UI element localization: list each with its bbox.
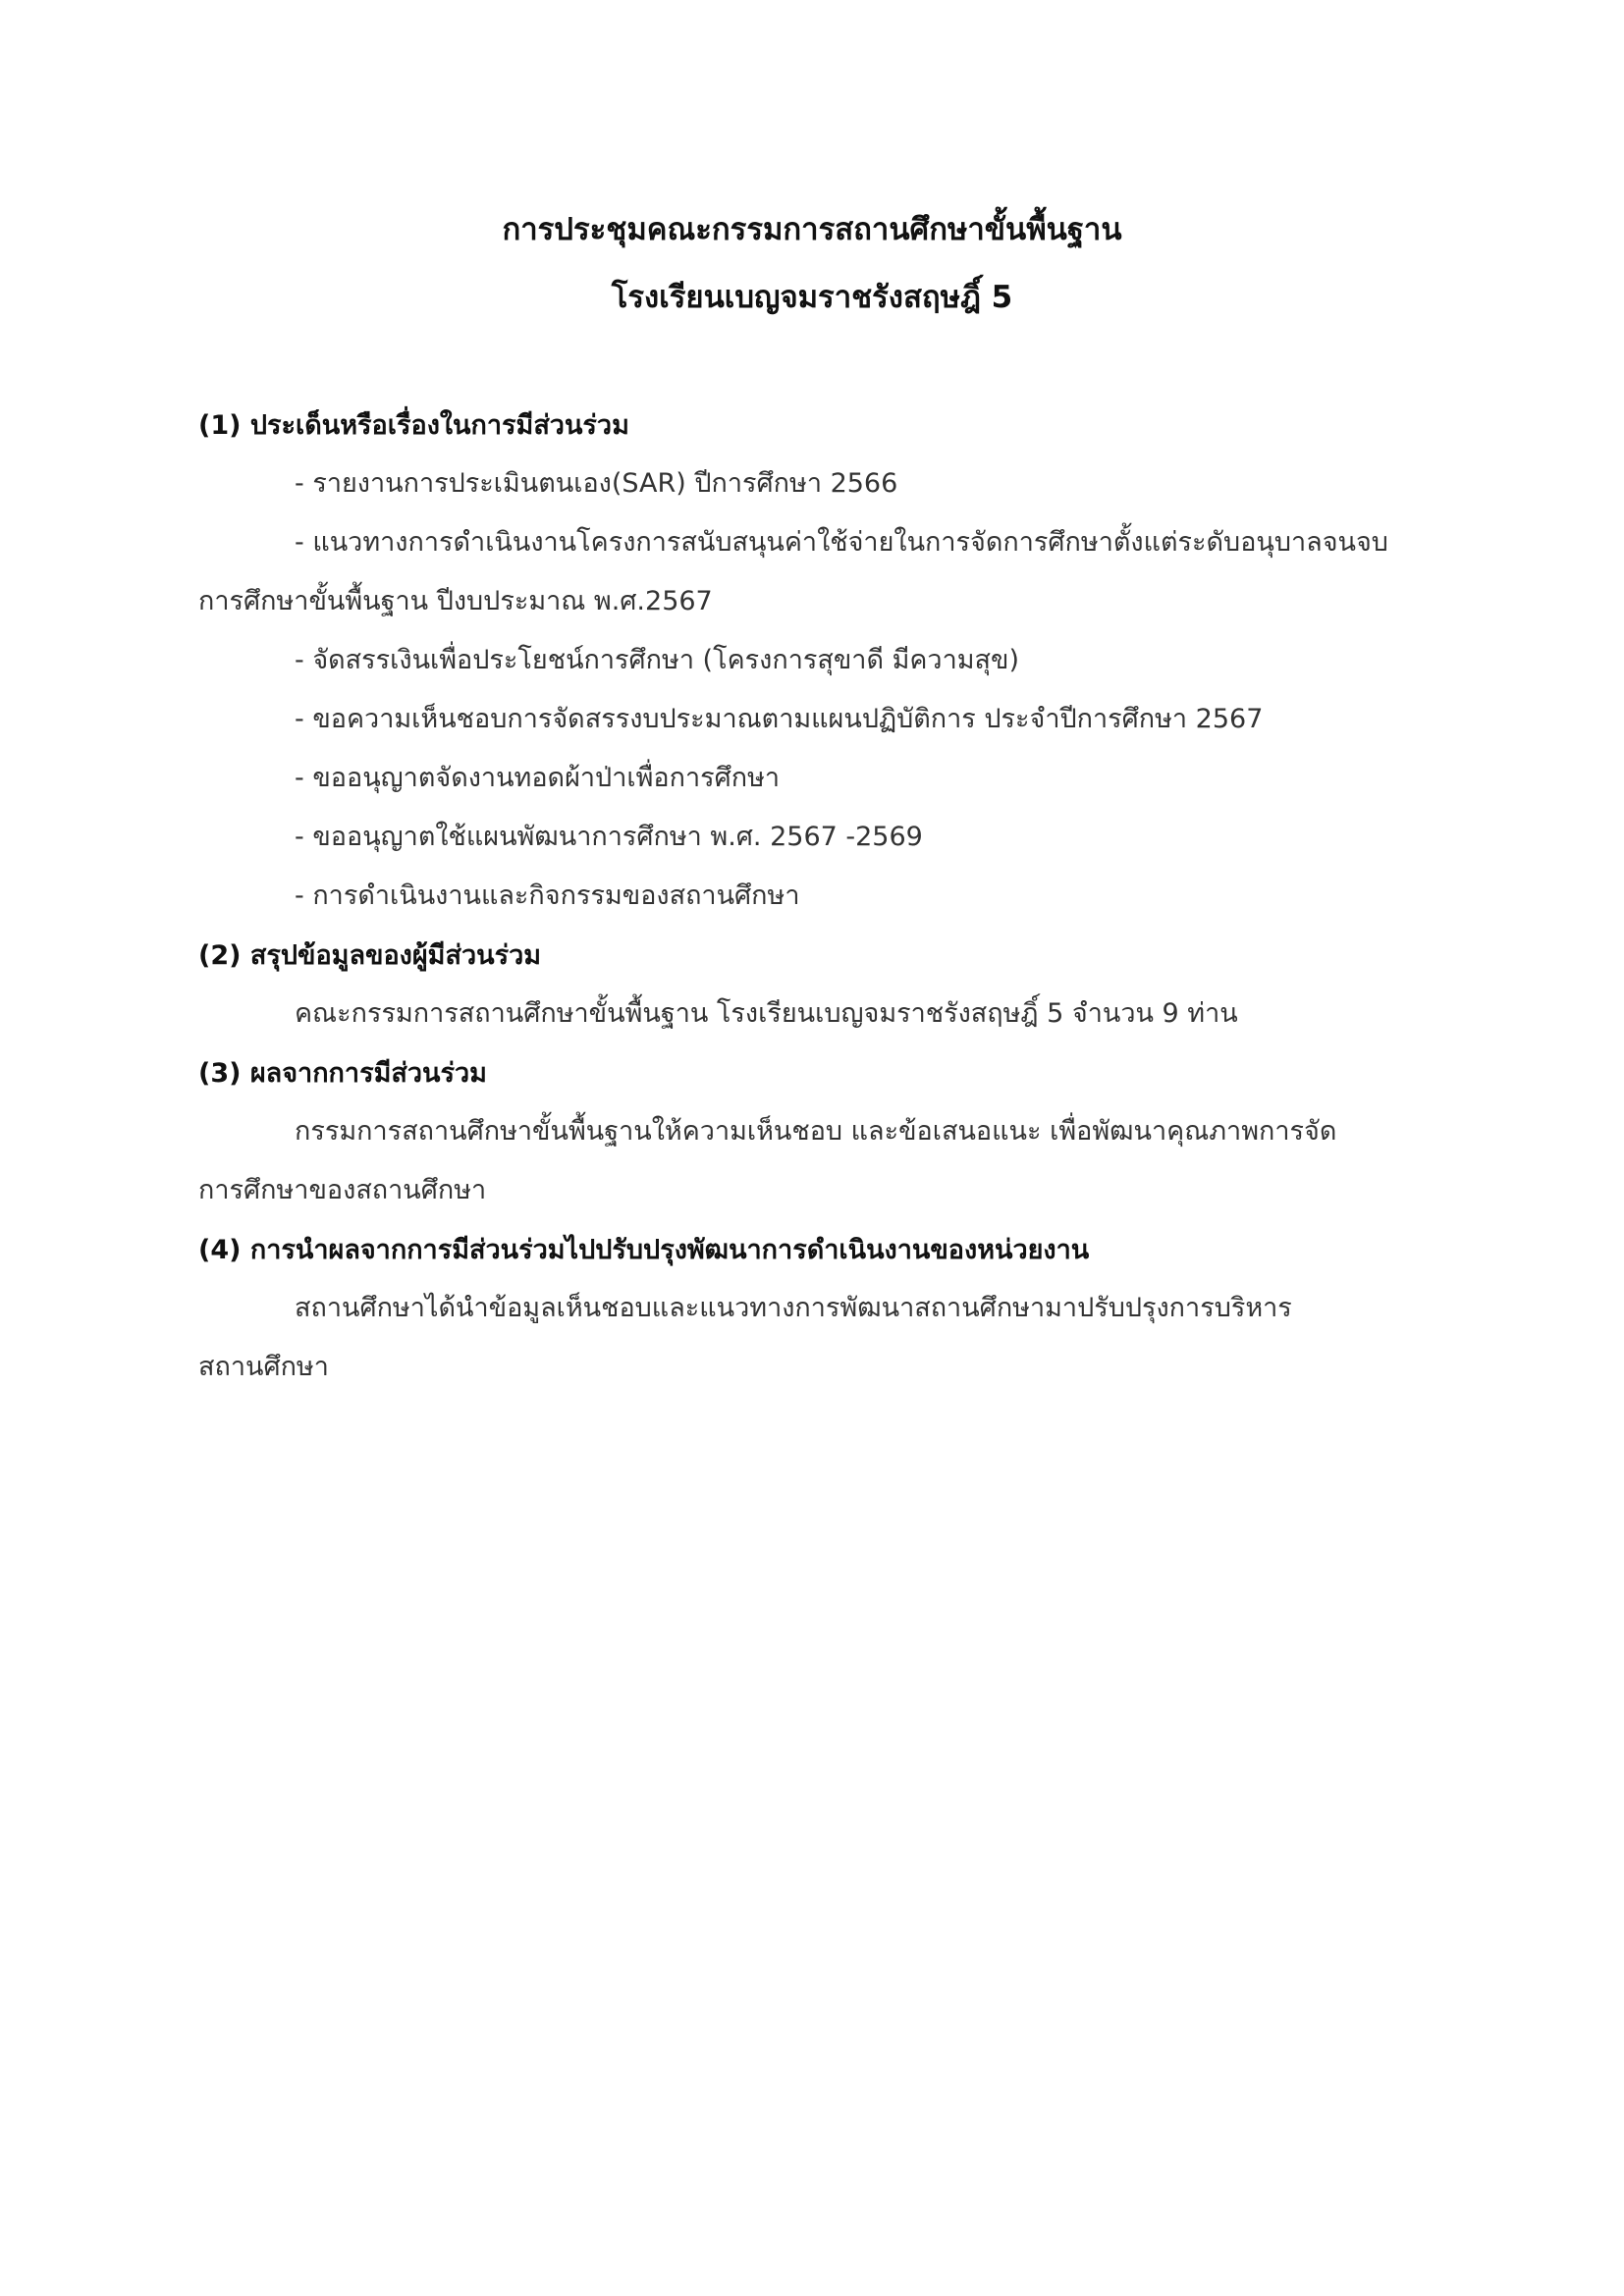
section-heading: (3) ผลจากการมีส่วนร่วม (198, 1058, 487, 1089)
section-paragraph: คณะกรรมการสถานศึกษาขั้นพื้นฐาน โรงเรียนเบญจมราชรังสฤษฎิ์ 5 จำนวน 9 ท่าน (295, 998, 1238, 1029)
section-item-continuation: การศึกษาขั้นพื้นฐาน ปีงบประมาณ พ.ศ.2567 (198, 586, 713, 616)
section-item: - การดำเนินงานและกิจกรรมของสถานศึกษา (295, 881, 800, 911)
document-subtitle: โรงเรียนเบญจมราชรังสฤษฎิ์ 5 (611, 280, 1013, 315)
section-paragraph-continuation: สถานศึกษา (198, 1352, 329, 1382)
section-paragraph: กรรมการสถานศึกษาขั้นพื้นฐานให้ความเห็นชอบ และข้อเสนอแนะ เพื่อพัฒนาคุณภาพการจัด (295, 1116, 1337, 1147)
section-item: - รายงานการประเมินตนเอง(SAR) ปีการศึกษา 2566 (295, 468, 898, 499)
section-paragraph-continuation: การศึกษาของสถานศึกษา (198, 1175, 487, 1205)
section-item: - ขออนุญาตจัดงานทอดผ้าป่าเพื่อการศึกษา (295, 763, 781, 793)
section-item: - ขออนุญาตใช้แผนพัฒนาการศึกษา พ.ศ. 2567 -2569 (295, 822, 923, 852)
section-heading: (2) สรุปข้อมูลของผู้มีส่วนร่วม (198, 940, 542, 971)
section-item: - แนวทางการดำเนินงานโครงการสนับสนุนค่าใช้จ่ายในการจัดการศึกษาตั้งแต่ระดับอนุบาลจนจบ (295, 527, 1388, 558)
section-heading: (1) ประเด็นหรือเรื่องในการมีส่วนร่วม (198, 410, 629, 441)
section-item: - ขอความเห็นชอบการจัดสรรงบประมาณตามแผนปฏิบัติการ ประจำปีการศึกษา 2567 (295, 704, 1264, 734)
section-item: - จัดสรรเงินเพื่อประโยชน์การศึกษา (โครงการสุขาดี มีความสุข) (295, 645, 1020, 675)
section-paragraph: สถานศึกษาได้นำข้อมูลเห็นชอบและแนวทางการพัฒนาสถานศึกษามาปรับปรุงการบริหาร (295, 1293, 1292, 1323)
section-heading: (4) การนำผลจากการมีส่วนร่วมไปปรับปรุงพัฒนาการดำเนินงานของหน่วยงาน (198, 1235, 1090, 1265)
document-title: การประชุมคณะกรรมการสถานศึกษาขั้นพื้นฐาน (502, 212, 1122, 247)
